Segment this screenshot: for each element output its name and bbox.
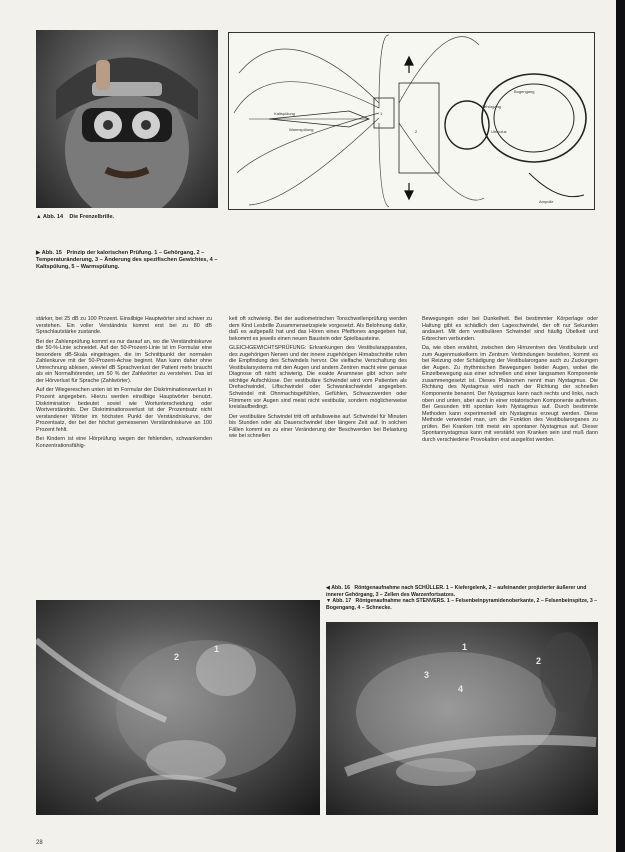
text-column-1 bbox=[36, 316, 212, 578]
caption-marker: ▼ bbox=[326, 598, 332, 605]
caption-number: Abb. 15 bbox=[41, 250, 62, 256]
paragraph: stärker, bei 25 dB zu 100 Prozent. Einsilbige Hauptwörter sind schwer zu verstehen. Ein voller Verständnis kommt erst bei zu 80 dB Sprachlautstärke zustande. bbox=[36, 316, 212, 336]
xray-schuller-image bbox=[36, 600, 320, 815]
diagram-caption bbox=[36, 250, 218, 271]
paragraph: Der vestibuläre Schwindel tritt oft anfallsweise auf. Schwindel für Minuten bis Stunden oder als Dauerschwindel über längere Zeit auf. In solchen Fällen kommt es zu einer Veränderung der Beschwerden bei Belastung wie bei schnellen bbox=[229, 413, 407, 440]
paragraph: Bei der Zahlenprüfung kommt es nur darauf an, wo die Verständniskurve die 50-%-Linie schneidet. Auf der 50-Prozent-Linie ist im Formular eine besondere dB-Skala eingetragen, die im Schnittpunkt der normalen Zahlenkurve mit der 50-Prozent-Achse beginnt. Man kann daher ohne Umrechnung ablesen, wieviel dB Sprachverlust der Patient mehr braucht als ein Normalhörender, um 50 % der Zahlwörter zu verstehen. Das ist der Hörverlust für Sprache (Zahlwörter). bbox=[36, 338, 212, 384]
paragraph: Bei Kindern ist eine Hörprüfung wegen der fehlenden, schwankenden Konzentrationsfähig- bbox=[36, 436, 212, 449]
xray-label: 3 bbox=[424, 670, 430, 680]
caption-marker: ◀ bbox=[326, 585, 330, 591]
diagram-label-ampulle: Ampulle bbox=[539, 199, 554, 204]
diagram-box-label-1: 1 bbox=[380, 111, 383, 116]
caption-text: Prinzip der kalorischen Prüfung. 1 – Gehörgang, 2 – Temperaturänderung, 3 – Änderung des spezifischen Gewichtes, 4 – Kaltspülung, 5 – Warmspülung. bbox=[36, 250, 218, 270]
xray-caption bbox=[326, 585, 598, 611]
frenzel-glasses-illustration bbox=[36, 30, 218, 208]
xray-label: 1 bbox=[462, 642, 468, 652]
xray-label: 1 bbox=[214, 644, 220, 654]
diagram-box-label-2: 2 bbox=[415, 129, 418, 134]
diagram-label-warmspulung: Warmspülung bbox=[289, 127, 314, 132]
caption-text: Röntgenaufnahme nach SCHÜLLER. 1 – Kiefergelenk, 2 – aufeinander projizierter äußerer und innerer Gehörgang, 3 – Zellen des Warzenfortsatzes. bbox=[326, 585, 587, 598]
paragraph: GLEICHGEWICHTSPRÜFUNG: Erkrankungen des Vestibularapparates, des zugehörigen Nerven und der innere zugehörigen Hirnabschnitte rufen die Empfindung des Schwindels hervor. Die vielfache Verschaltung des Vestibularsystems mit den Augen und andern Zentren macht eine genaue Diagnose oft nicht schwierig. Die exakte Anamnese gibt schon sehr wichtige Aufschlüsse. Der vestibuläre Schwindel wird vom Patienten als Drehschwindel, Liftschwindel oder Schwankschwindel angegeben. Schwindel mit Ohnmachtsgefühlen, Gefühlen, Schwarzwerden oder Flimmern vor Augen sind meist nicht vestibulär, sondern möglicherweise kreislaufbedingt. bbox=[229, 345, 407, 411]
xray-schuller bbox=[36, 600, 320, 815]
xray-label: 2 bbox=[174, 652, 180, 662]
photo-caption bbox=[36, 214, 218, 221]
xray-label: 2 bbox=[536, 656, 542, 666]
caption-number: Abb. 16 bbox=[331, 585, 350, 591]
diagram-label-utriculus: Utriculus bbox=[491, 129, 507, 134]
xray-label: 4 bbox=[458, 684, 464, 694]
diagram-label-bogengang: Bogengang bbox=[514, 89, 535, 94]
paragraph: Bewegungen oder bei Dunkelheit. Bei bestimmter Körperlage oder Haltung gibt es schädlich den Lageschwindel, der oft nur Sekunden andauert. Mit dem vestibulären Schwindel sind häufig Übelkeit und Erbrechen verbunden. bbox=[422, 316, 598, 342]
diagram-label-gehorgang: Gehörgang bbox=[481, 104, 502, 109]
caption-number: Abb. 17 bbox=[332, 598, 352, 605]
caption-marker: ▶ bbox=[36, 250, 41, 256]
caption-text: Die Frenzelbrille. bbox=[69, 214, 115, 220]
caption-number: Abb. 14 bbox=[42, 214, 64, 220]
paragraph: keit oft schwierig. Bei der audiometrischen Tonschwellenprüfung werden dem Kind Lesbrille Zusammensetzspiele vorgesetzt. Als Belohnung dafür, daß es aufgepaßt hat und das Hören eines Pfeiftones angegeben hat, bekommt es jeweils einen neuen Baustein oder Spielbausteine. bbox=[229, 316, 407, 342]
text-column-3 bbox=[422, 316, 598, 578]
xray-caption-line-2 bbox=[326, 598, 598, 611]
page-number: 28 bbox=[36, 840, 43, 846]
paragraph: Auf der Wiegereschen unten ist im Formular der Diskriminationsverlust in Prozent angegeben. Hierzu werden einsilbige Hauptwörter benutzt. Diskrimination bedeutet soviel wie Wortunterscheidung oder Wortverständnis. Der Diskriminationsverlust ist der Prozentsatz nicht verstandener Wörter im höchsten Punkt der Verständniskurve, der Prozentsatz, der bei der höchst gemessenen Verständniskurve an 100 Prozent fehlt. bbox=[36, 387, 212, 433]
paragraph: Da, wie oben erwähnt, zwischen den Hirnzentren des Vestibularis und zum Augenmuskelkern im Zentrum Verbindungen bestehen, kommt es bei Reizung oder Schädigung der Vestibularorgane auch zu Zuckungen der Augen. Zu rhythmischen Bewegungen beider Augen, wobei die Einzelbewegung aus einer schnellen und einer langsamen Komponente zusammengesetzt ist. Dieses Phänomen nennt man Nystagmus. Die Richtung des Nystagmus wird nach der Richtung der schnellen Komponente benannt. Der Nystagmus kann nach rechts und links, nach oben und unten, aber auch in einer rotatorischen Komponente auftreten. Bei Gesunden tritt spontan kein Nystagmus auf. Durch bestimmte Methoden kann experimentell ein Nystagmus erzeugt werden. Diese Methode verwendet man, um die Funktion des Vestibularorganes zu prüfen. Bei Kranken tritt meist ein spontaner Nystagmus auf. Dieser Spontannystagmus kann mit verstärkt von Kranken sein und muß dann durch verschiedene Provokation erst ausgelöst werden. bbox=[422, 345, 598, 443]
xray-stenvers bbox=[326, 622, 598, 815]
diagram-label-kaltspulung: Kaltspülung bbox=[274, 111, 295, 116]
caloric-test-diagram bbox=[228, 32, 595, 210]
caption-text: Röntgenaufnahme nach STENVERS. 1 – Felsenbeinpyramidenoberkante, 2 – Felsenbeinspitze, 3 – Bogengang, 4 – Schnecke. bbox=[326, 598, 598, 611]
text-column-2 bbox=[229, 316, 407, 578]
xray-caption-line-1 bbox=[326, 585, 598, 598]
frenzel-glasses-photo bbox=[36, 30, 218, 208]
page-edge-shadow bbox=[616, 0, 625, 852]
diagram-svg bbox=[229, 33, 594, 209]
caption-marker: ▲ bbox=[36, 214, 42, 220]
